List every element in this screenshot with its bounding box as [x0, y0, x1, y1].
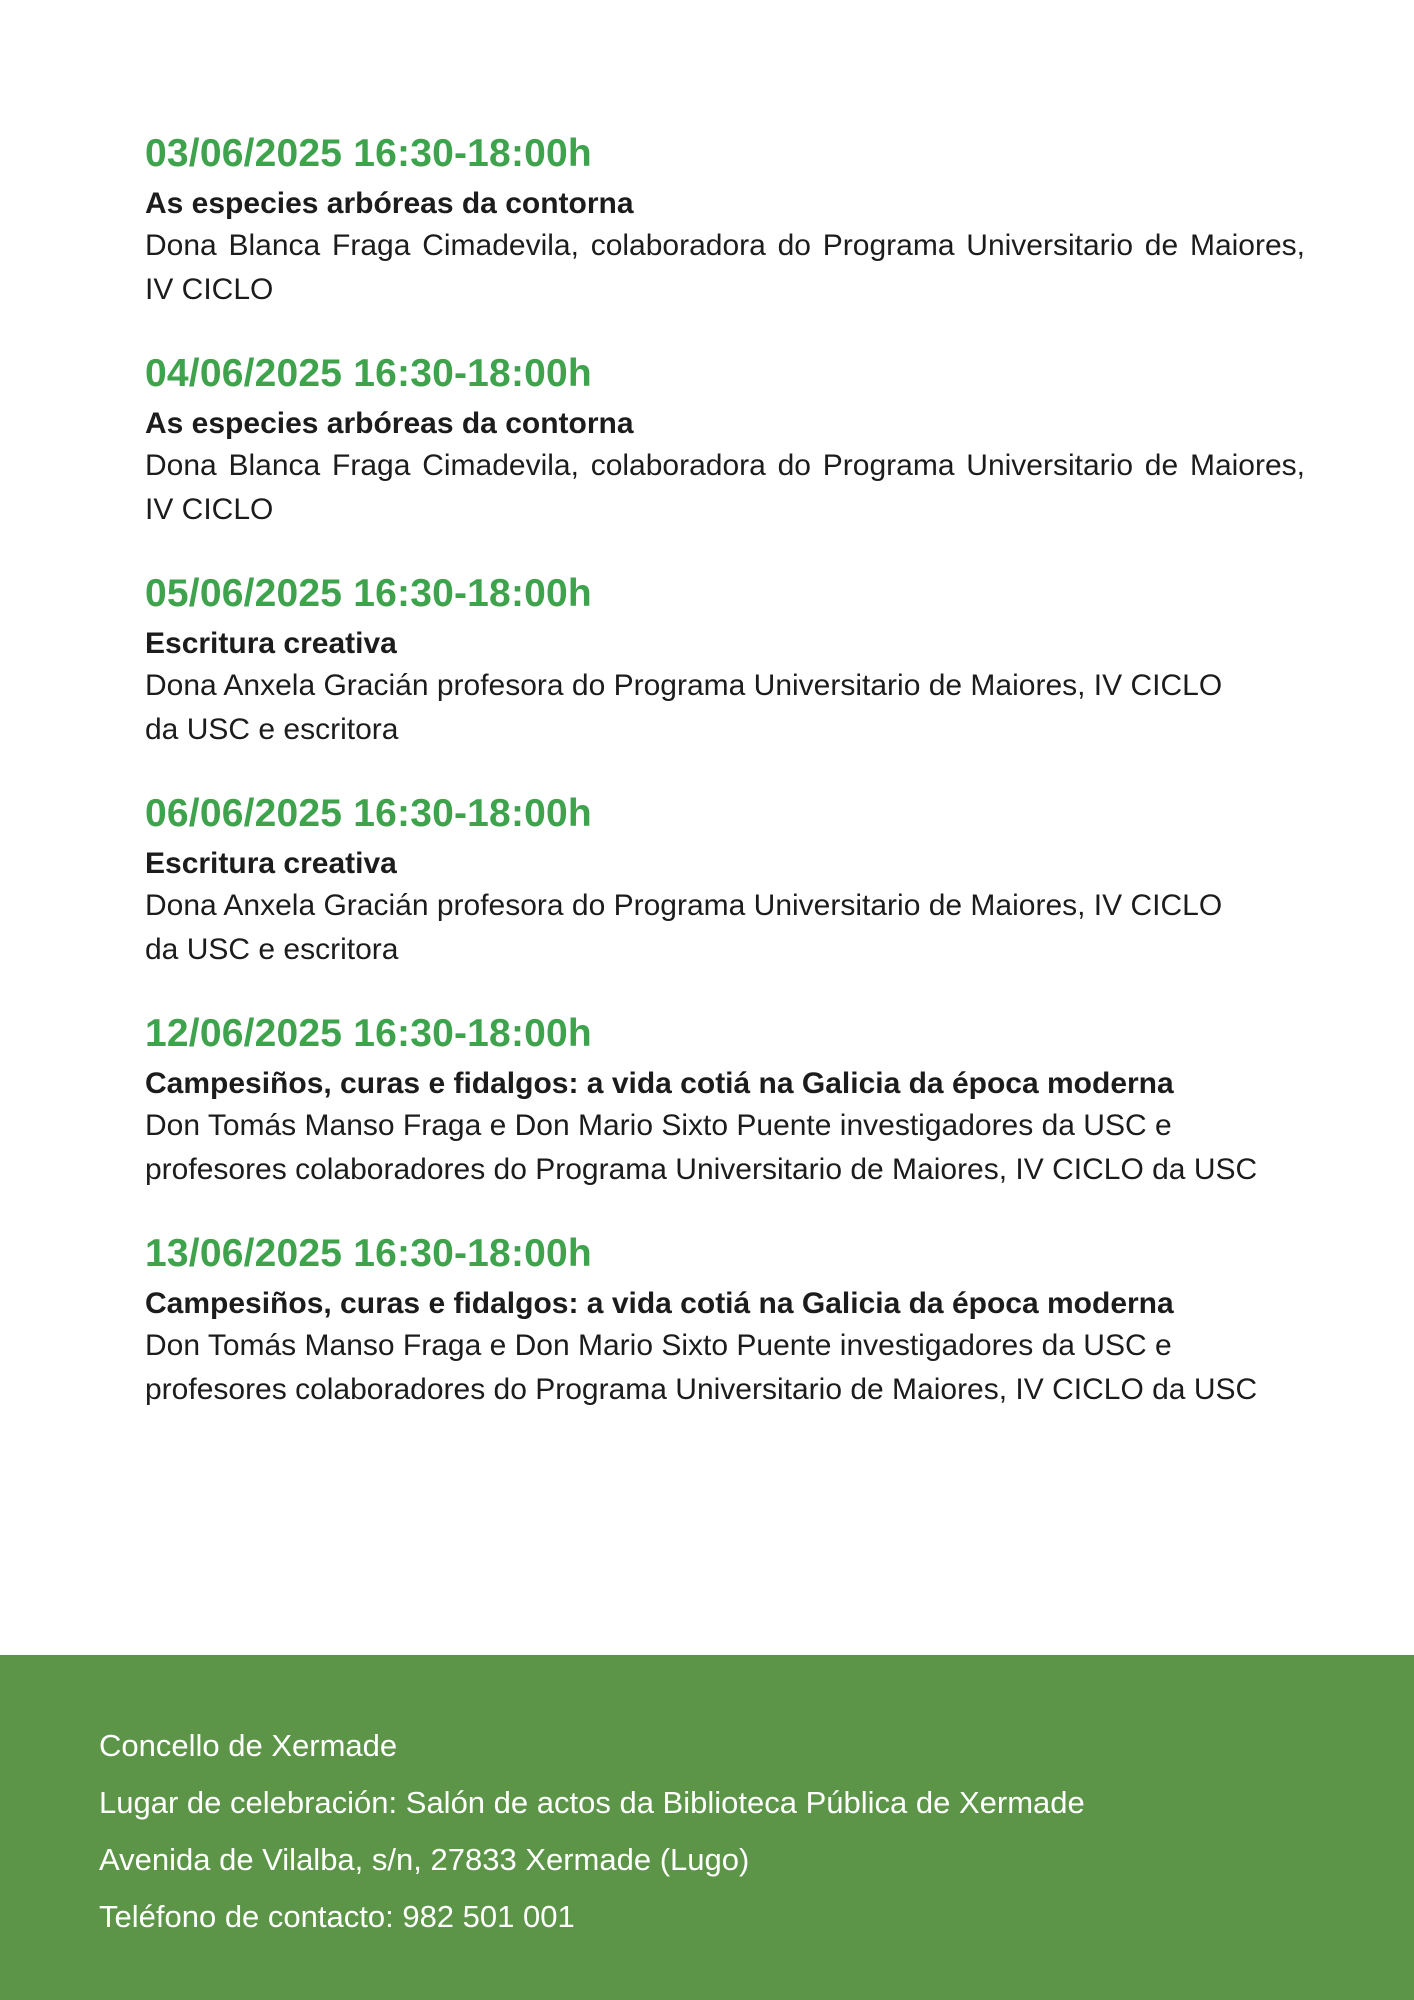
event-date: 06/06/2025 16:30-18:00h: [145, 792, 592, 835]
event-title: As especies arbóreas da contorna: [145, 187, 634, 220]
event-speaker: Don Tomás Manso Fraga e Don Mario Sixto Puente investigadores da USC e profesores colaboradores do Programa Universitario de Maiores, IV CICLO da USC: [145, 1109, 1258, 1186]
event-date: 04/06/2025 16:30-18:00h: [145, 352, 592, 395]
event-title: Escritura creativa: [145, 627, 397, 660]
event-title: Campesiños, curas e fidalgos: a vida cotiá na Galicia da época moderna: [145, 1067, 1174, 1100]
footer-organizer: Concello de Xermade: [99, 1728, 398, 1763]
footer-address: Avenida de Vilalba, s/n, 27833 Xermade (Lugo): [99, 1842, 750, 1877]
event-item: [145, 1010, 1305, 1192]
event-speaker: Dona Blanca Fraga Cimadevila, colaboradora do Programa Universitario de Maiores, IV CICLO: [145, 449, 1305, 526]
event-date: 05/06/2025 16:30-18:00h: [145, 572, 592, 615]
event-title: As especies arbóreas da contorna: [145, 407, 634, 440]
event-speaker: Dona Blanca Fraga Cimadevila, colaboradora do Programa Universitario de Maiores, IV CICLO: [145, 229, 1305, 306]
event-item: [145, 790, 1305, 972]
event-speaker: Don Tomás Manso Fraga e Don Mario Sixto Puente investigadores da USC e profesores colaboradores do Programa Universitario de Maiores, IV CICLO da USC: [145, 1329, 1258, 1406]
event-item: [145, 350, 1305, 532]
event-date: 12/06/2025 16:30-18:00h: [145, 1012, 592, 1055]
event-date: 13/06/2025 16:30-18:00h: [145, 1232, 592, 1275]
event-title: Campesiños, curas e fidalgos: a vida cotiá na Galicia da época moderna: [145, 1287, 1174, 1320]
event-item: [145, 1230, 1305, 1412]
event-speaker: Dona Anxela Gracián profesora do Programa Universitario de Maiores, IV CICLO da USC e escritora: [145, 889, 1223, 966]
footer-band: [0, 1655, 1414, 2000]
footer-info: [99, 1717, 1085, 1945]
event-title: Escritura creativa: [145, 847, 397, 880]
footer-phone: Teléfono de contacto: 982 501 001: [99, 1899, 575, 1934]
event-speaker: Dona Anxela Gracián profesora do Programa Universitario de Maiores, IV CICLO da USC e escritora: [145, 669, 1223, 746]
footer-venue: Lugar de celebración: Salón de actos da Biblioteca Pública de Xermade: [99, 1785, 1085, 1820]
event-schedule: [145, 130, 1305, 1450]
event-item: [145, 130, 1305, 312]
event-date: 03/06/2025 16:30-18:00h: [145, 132, 592, 175]
event-item: [145, 570, 1305, 752]
